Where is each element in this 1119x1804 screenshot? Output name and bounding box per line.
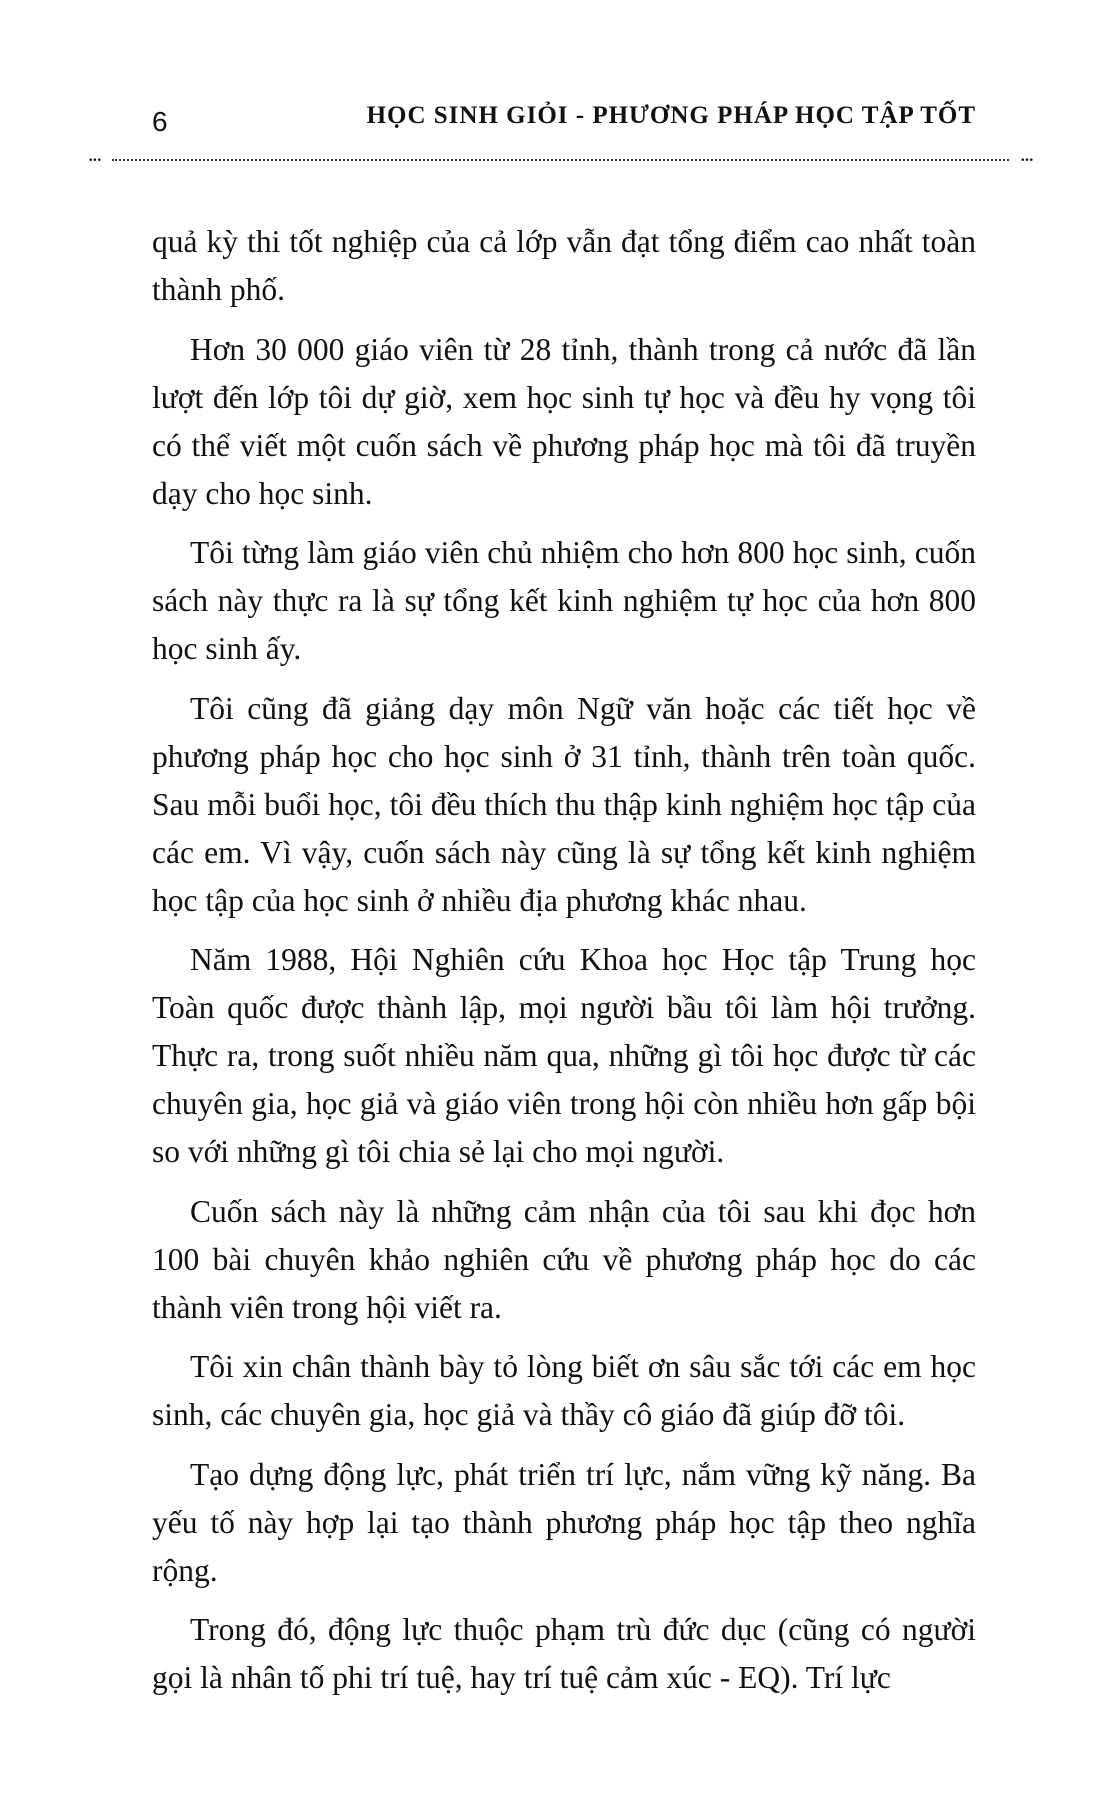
paragraph: Tôi từng làm giáo viên chủ nhiệm cho hơn 800 học sinh, cuốn sách này thực ra là sự tổng kết kinh nghiệm tự học của hơn 800 học sinh ấy. xyxy=(152,535,976,666)
paragraph: Tôi xin chân thành bày tỏ lòng biết ơn sâu sắc tới các em học sinh, các chuyên gia, học giả và thầy cô giáo đã giúp đỡ tôi. xyxy=(152,1349,976,1432)
paragraph: Tôi cũng đã giảng dạy môn Ngữ văn hoặc các tiết học về phương pháp học cho học sinh ở 31 tỉnh, thành trên toàn quốc. Sau mỗi buổi học, tôi đều thích thu thập kinh nghiệm học tập của các em. Vì vậy, cuốn sách này cũng là sự tổng kết kinh nghiệm học tập của học sinh ở nhiều địa phương khác nhau. xyxy=(152,690,976,918)
paragraph: Cuốn sách này là những cảm nhận của tôi sau khi đọc hơn 100 bài chuyên khảo nghiên cứu về phương pháp học do các thành viên trong hội viết ra. xyxy=(152,1193,976,1325)
page-header xyxy=(152,96,976,146)
header-divider xyxy=(88,155,1033,166)
dotted-rule xyxy=(112,159,1009,161)
divider-ornament-left: ••• xyxy=(88,156,101,166)
page-number: 6 xyxy=(152,106,168,137)
running-title: HỌC SINH GIỎI - PHƯƠNG PHÁP HỌC TẬP TỐT xyxy=(366,102,976,129)
paragraph: Trong đó, động lực thuộc phạm trù đức dục (cũng có người gọi là nhân tố phi trí tuệ, hay trí tuệ cảm xúc - EQ). Trí lực xyxy=(152,1612,976,1695)
paragraph: Năm 1988, Hội Nghiên cứu Khoa học Học tập Trung học Toàn quốc được thành lập, mọi người bầu tôi làm hội trưởng. Thực ra, trong suốt nhiều năm qua, những gì tôi học được từ các chuyên gia, học giả và giáo viên trong hội còn nhiều hơn gấp bội so với những gì tôi chia sẻ lại cho mọi người. xyxy=(152,942,976,1169)
divider-ornament-right: ••• xyxy=(1020,156,1033,166)
paragraph: Tạo dựng động lực, phát triển trí lực, nắm vững kỹ năng. Ba yếu tố này hợp lại tạo thành phương pháp học tập theo nghĩa rộng. xyxy=(152,1456,976,1588)
paragraph-continued: quả kỳ thi tốt nghiệp của cả lớp vẫn đạt tổng điểm cao nhất toàn thành phố. xyxy=(152,224,976,307)
paragraph: Hơn 30 000 giáo viên từ 28 tỉnh, thành trong cả nước đã lần lượt đến lớp tôi dự giờ, xem học sinh tự học và đều hy vọng tôi có thể viết một cuốn sách về phương pháp học mà tôi đã truyền dạy cho học sinh. xyxy=(152,331,976,511)
body-text xyxy=(152,218,976,1714)
